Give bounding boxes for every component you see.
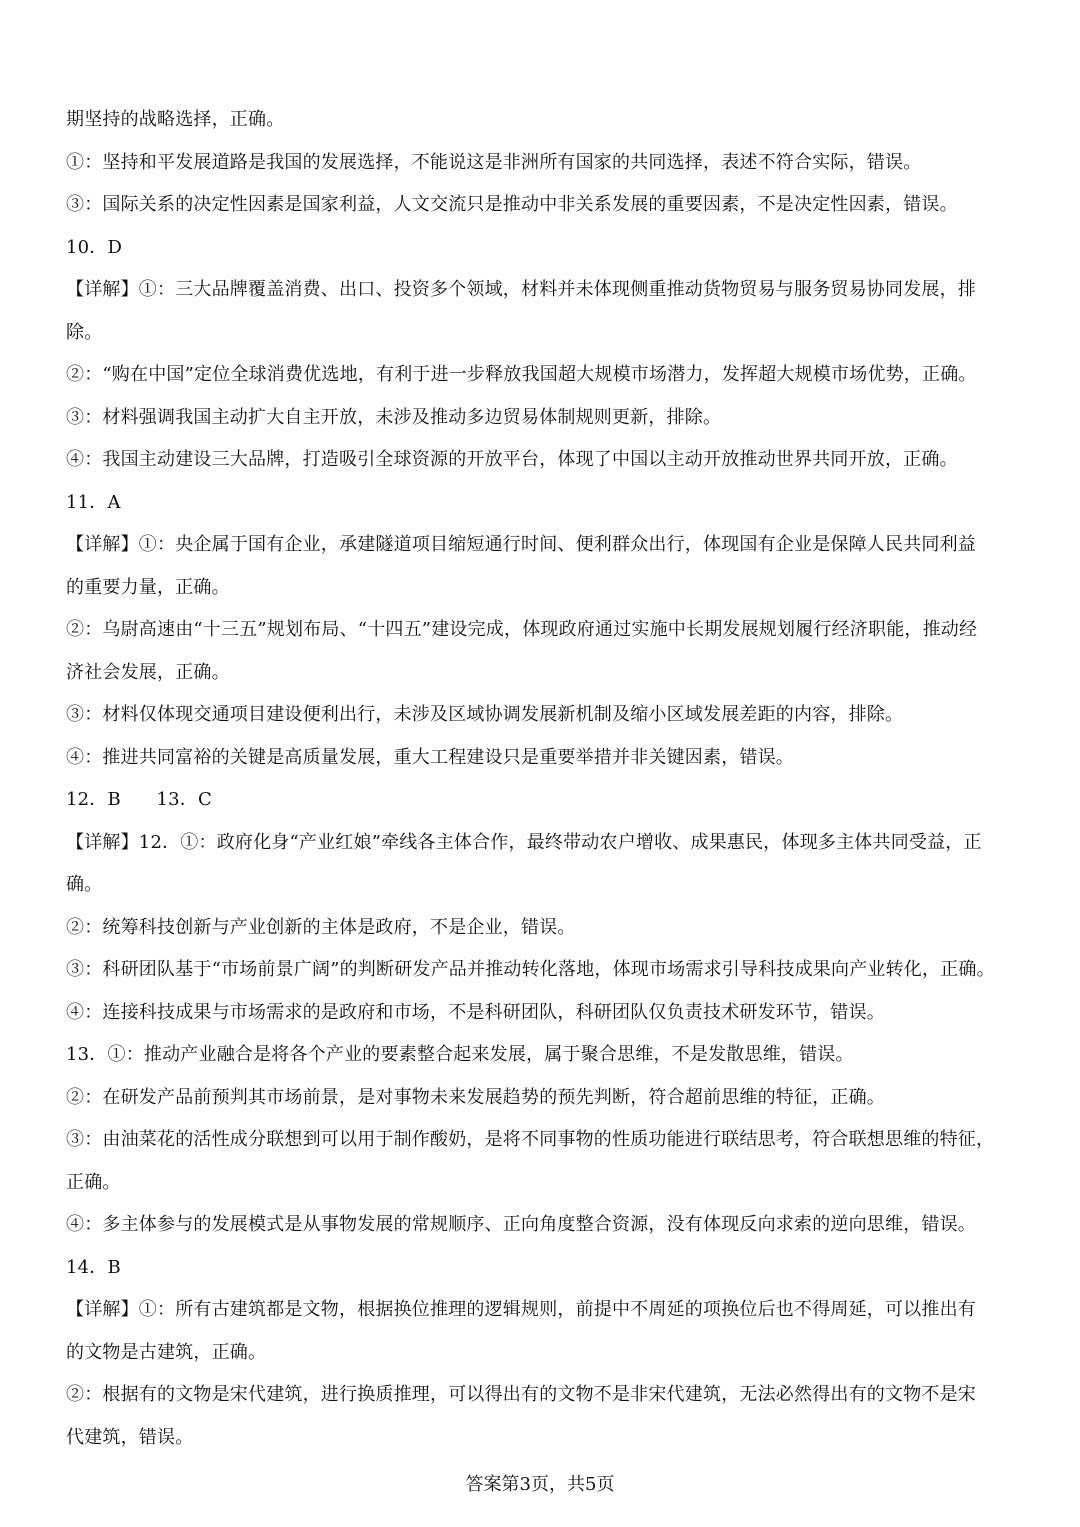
text-line: ④：多主体参与的发展模式是从事物发展的常规顺序、正向角度整合资源，没有体现反向求索的逆向思维，错误。 <box>66 1214 976 1235</box>
answer-number: 11．A <box>66 492 121 513</box>
text-line: ②：乌尉高速由“十三五”规划布局、“十四五”建设完成，体现政府通过实施中长期发展规划履行经济职能，推动经 <box>66 619 978 640</box>
text-line: 【详解】①：所有古建筑都是文物，根据换位推理的逻辑规则，前提中不周延的项换位后也不得周延，可以推出有 <box>66 1299 976 1320</box>
text-line: 【详解】①：央企属于国有企业，承建隧道项目缩短通行时间、便利群众出行，体现国有企业是保障人民共同利益 <box>66 534 976 555</box>
text-line: ②：统筹科技创新与产业创新的主体是政府，不是企业，错误。 <box>66 917 576 938</box>
answer-number: 10．D <box>66 237 123 258</box>
text-line: 除。 <box>66 322 103 343</box>
text-line: ④：连接科技成果与市场需求的是政府和市场，不是科研团队，科研团队仅负责技术研发环节，错误。 <box>66 1002 885 1023</box>
text-line: ④：我国主动建设三大品牌，打造吸引全球资源的开放平台，体现了中国以主动开放推动世界共同开放，正确。 <box>66 449 958 470</box>
answer-number: 12．B 13．C <box>66 789 212 810</box>
text-line: 的文物是古建筑，正确。 <box>66 1342 267 1363</box>
text-line: 13．①：推动产业融合是将各个产业的要素整合起来发展，属于聚合思维，不是发散思维，错误。 <box>66 1044 854 1065</box>
text-line: 济社会发展，正确。 <box>66 662 230 683</box>
answer-number: 14．B <box>66 1257 121 1278</box>
text-line: ②：“购在中国”定位全球消费优选地，有利于进一步释放我国超大规模市场潜力，发挥超大规模市场优势，正确。 <box>66 364 977 385</box>
text-line: 【详解】12．①：政府化身“产业红娘”牵线各主体合作，最终带动农户增收、成果惠民，体现多主体共同受益，正 <box>66 832 982 853</box>
text-line: 正确。 <box>66 1172 121 1193</box>
text-line: ③：科研团队基于“市场前景广阔”的判断研发产品并推动转化落地，体现市场需求引导科技成果向产业转化，正确。 <box>66 959 995 980</box>
text-line: 【详解】①：三大品牌覆盖消费、出口、投资多个领域，材料并未体现侧重推动货物贸易与服务贸易协同发展，排 <box>66 279 976 300</box>
text-line: ③：国际关系的决定性因素是国家利益，人文交流只是推动中非关系发展的重要因素，不是决定性因素，错误。 <box>66 194 958 215</box>
page-footer: 答案第3页，共5页 <box>465 1474 615 1495</box>
text-line: ④：推进共同富裕的关键是高质量发展，重大工程建设只是重要举措并非关键因素，错误。 <box>66 747 794 768</box>
text-line: 的重要力量，正确。 <box>66 577 230 598</box>
text-line: 代建筑，错误。 <box>66 1427 194 1448</box>
text-line: 确。 <box>66 874 103 895</box>
text-line: 期坚持的战略选择，正确。 <box>66 109 285 130</box>
text-line: ①：坚持和平发展道路是我国的发展选择，不能说这是非洲所有国家的共同选择，表述不符合实际，错误。 <box>66 152 922 173</box>
text-line: ②：在研发产品前预判其市场前景，是对事物未来发展趋势的预先判断，符合超前思维的特征，正确。 <box>66 1087 885 1108</box>
text-line: ②：根据有的文物是宋代建筑，进行换质推理，可以得出有的文物不是非宋代建筑，无法必然得出有的文物不是宋 <box>66 1384 976 1405</box>
text-line: ③：材料强调我国主动扩大自主开放，未涉及推动多边贸易体制规则更新，排除。 <box>66 407 722 428</box>
text-line: ③：由油菜花的活性成分联想到可以用于制作酸奶，是将不同事物的性质功能进行联结思考，符合联想思维的特征， <box>66 1129 995 1150</box>
text-line: ③：材料仅体现交通项目建设便利出行，未涉及区域协调发展新机制及缩小区域发展差距的内容，排除。 <box>66 704 904 725</box>
